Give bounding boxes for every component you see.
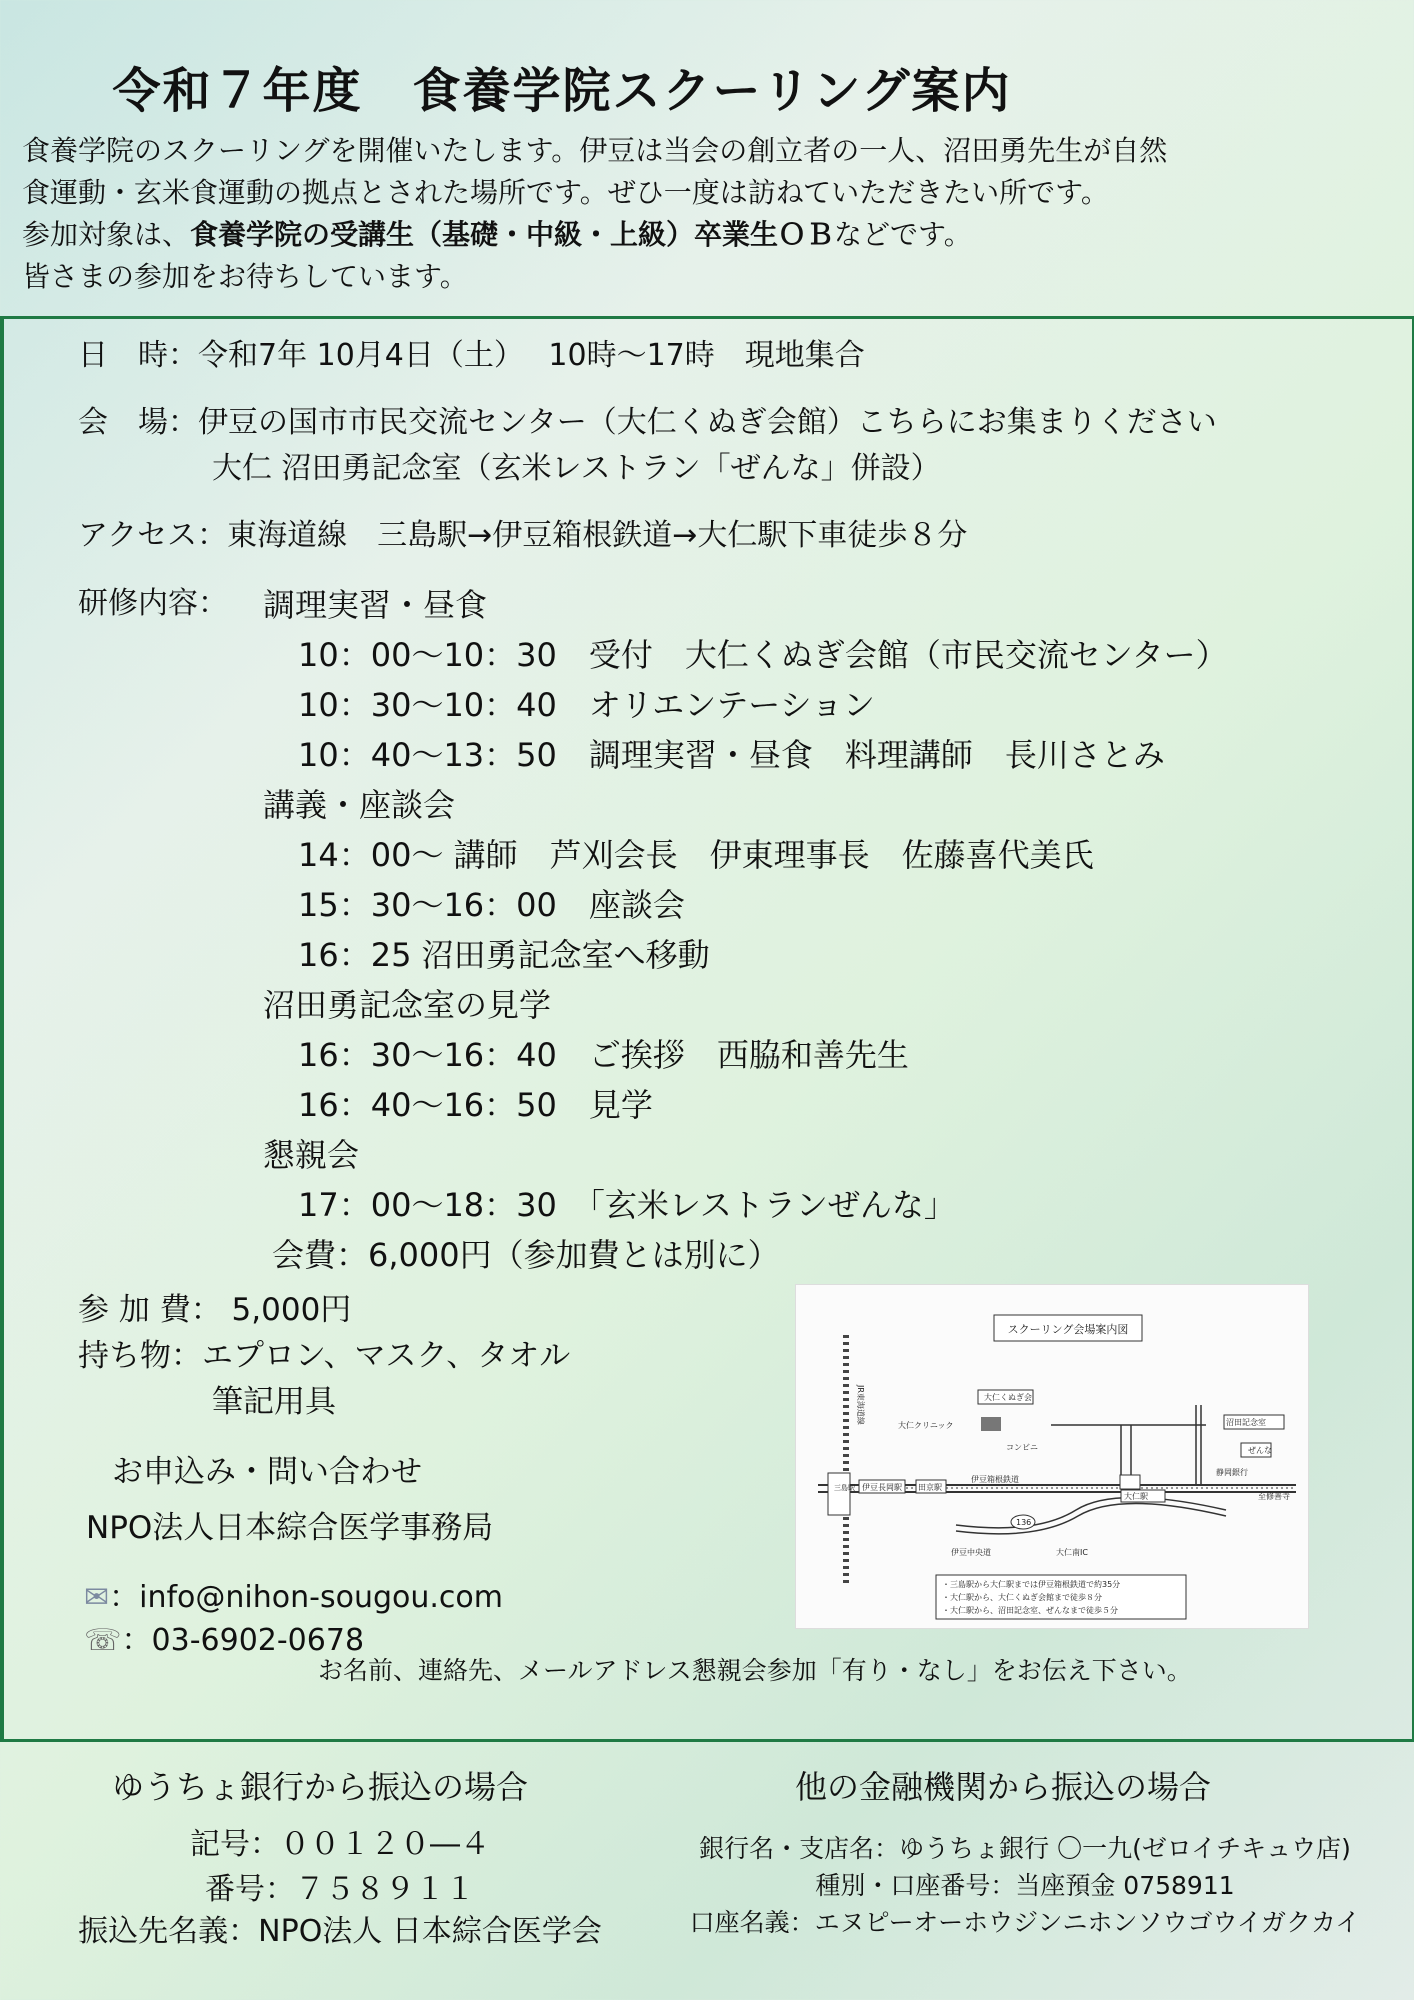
schedule-section-heading: 講義・座談会: [263, 786, 456, 824]
date-label: 日 時: [78, 338, 168, 373]
notice: お名前、連絡先、メールアドレス懇親会参加「有り・なし」をお伝え下さい。: [318, 1656, 1192, 1685]
schedule-item: 15：30～16：00 座談会: [298, 886, 685, 924]
svg-text:JR東海道線: JR東海道線: [856, 1385, 865, 1425]
phone-icon: ☏: [84, 1623, 122, 1658]
org-name: NPO法人日本綜合医学事務局: [86, 1510, 494, 1546]
inquiry-heading: お申込み・問い合わせ: [112, 1454, 422, 1490]
venue-map: [795, 1284, 1309, 1629]
svg-text:三島駅: 三島駅: [834, 1484, 855, 1492]
intro-target-prefix: 参加対象は、: [22, 218, 191, 251]
svg-text:コンビニ: コンビニ: [1006, 1443, 1038, 1452]
intro-target-bold: 食養学院の受講生（基礎・中級・上級）卒業生ＯＢ: [190, 218, 835, 251]
intro-target-suffix: などです。: [834, 218, 972, 251]
date-row: [78, 330, 865, 374]
schedule-item: 10：00～10：30 受付 大仁くぬぎ会館（市民交流センター）: [298, 636, 1228, 674]
svg-text:大仁くぬぎ会: 大仁くぬぎ会: [984, 1393, 1032, 1402]
svg-text:スクーリング会場案内図: スクーリング会場案内図: [1007, 1323, 1129, 1336]
phone-number: ：03-6902-0678: [121, 1623, 365, 1658]
bank-left-line-1: 記号：００１２０―４: [190, 1827, 490, 1862]
schedule-item: 16：30～16：40 ご挨拶 西脇和善先生: [298, 1036, 909, 1074]
svg-text:・大仁駅から、沼田記念室、ぜんなまで徒歩５分: ・大仁駅から、沼田記念室、ぜんなまで徒歩５分: [942, 1606, 1118, 1615]
schedule-item: 会費：6,000円（参加費とは別に）: [272, 1236, 780, 1274]
svg-text:大仁駅: 大仁駅: [1124, 1492, 1148, 1501]
svg-text:・大仁駅から、大仁くぬぎ会館まで徒歩８分: ・大仁駅から、大仁くぬぎ会館まで徒歩８分: [942, 1593, 1102, 1602]
schedule-item: 16：40～16：50 見学: [298, 1086, 653, 1124]
bank-right-line-2: 種別・口座番号：当座預金 0758911: [815, 1871, 1235, 1900]
schedule-section-heading: 調理実習・昼食: [263, 586, 488, 624]
page-title: 令和７年度 食養学院スクーリング案内: [112, 63, 1012, 119]
schedule-item: 10：30～10：40 オリエンテーション: [298, 686, 875, 724]
svg-text:136: 136: [1016, 1518, 1032, 1527]
schedule-item: 17：00～18：30 「玄米レストランぜんな」: [298, 1186, 956, 1224]
bank-right-line-3: 口座名義：エヌピーオーホウジンニホンソウゴウイガクカイ: [689, 1908, 1361, 1937]
venue-row: [78, 397, 1217, 441]
bank-left-heading: ゆうちょ銀行から振込の場合: [112, 1768, 529, 1806]
svg-text:・三島駅から大仁駅までは伊豆箱根鉄道で約35分: ・三島駅から大仁駅までは伊豆箱根鉄道で約35分: [942, 1580, 1121, 1589]
access-value: ：東海道線 三島駅→伊豆箱根鉄道→大仁駅下車徒歩８分: [197, 518, 968, 553]
email-address[interactable]: ：info@nihon-sougou.com: [109, 1580, 503, 1615]
mail-icon: ✉: [84, 1580, 110, 1615]
items-line-2: 筆記用具: [212, 1384, 336, 1420]
map-drawing: [796, 1285, 1308, 1628]
schedule-section-heading: 懇親会: [263, 1136, 360, 1174]
date-value: ：令和7年 10月4日（土） 10時～17時 現地集合: [168, 338, 865, 373]
svg-text:大仁南IC: 大仁南IC: [1056, 1548, 1088, 1557]
svg-text:大仁クリニック: 大仁クリニック: [898, 1421, 954, 1430]
content-label: 研修内容：: [78, 586, 228, 621]
intro-line-4: 皆さまの参加をお待ちしています。: [22, 260, 468, 293]
intro-line-2: 食運動・玄米食運動の拠点とされた場所です。ぜひ一度は訪ねていただきたい所です。: [22, 176, 1109, 209]
svg-text:田京駅: 田京駅: [918, 1483, 942, 1492]
venue-label: 会 場: [78, 405, 168, 440]
intro-line-1: 食養学院のスクーリングを開催いたします。伊豆は当会の創立者の一人、沼田勇先生が自然: [22, 134, 1168, 167]
items-line-1: 持ち物：エプロン、マスク、タオル: [78, 1338, 571, 1374]
svg-text:ぜんな: ぜんな: [1248, 1446, 1272, 1455]
email-row: [84, 1572, 503, 1616]
schedule-item: 10：40～13：50 調理実習・昼食 料理講師 長川さとみ: [298, 736, 1165, 774]
bank-left-line-3: 振込先名義：NPO法人 日本綜合医学会: [78, 1914, 602, 1949]
fee-line: 参 加 費： 5,000円: [78, 1292, 352, 1328]
bank-right-heading: 他の金融機関から振込の場合: [795, 1768, 1212, 1806]
svg-text:至修善寺: 至修善寺: [1258, 1492, 1290, 1501]
schedule-item: 14：00～ 講師 芦刈会長 伊東理事長 佐藤喜代美氏: [298, 836, 1094, 874]
schedule-item: 16：25 沼田勇記念室へ移動: [298, 936, 710, 974]
access-row: [78, 510, 967, 554]
schedule-section-heading: 沼田勇記念室の見学: [263, 986, 552, 1024]
venue-value-2: 大仁 沼田勇記念室（玄米レストラン「ぜんな」併設）: [212, 451, 941, 486]
bank-left-line-2: 番号：７５８９１１: [205, 1872, 475, 1907]
venue-value: ：伊豆の国市市民交流センター（大仁くぬぎ会館）こちらにお集まりください: [168, 405, 1217, 440]
bank-right-line-1: 銀行名・支店名：ゆうちょ銀行 〇一九(ゼロイチキュウ店): [699, 1834, 1351, 1863]
svg-text:静岡銀行: 静岡銀行: [1216, 1468, 1248, 1477]
svg-text:伊豆箱根鉄道: 伊豆箱根鉄道: [971, 1475, 1019, 1484]
intro-line-3: [22, 214, 972, 256]
svg-text:伊豆中央道: 伊豆中央道: [951, 1548, 991, 1557]
svg-text:伊豆長岡駅: 伊豆長岡駅: [862, 1483, 902, 1492]
access-label: アクセス: [78, 518, 198, 553]
svg-text:沼田記念室: 沼田記念室: [1226, 1418, 1266, 1427]
